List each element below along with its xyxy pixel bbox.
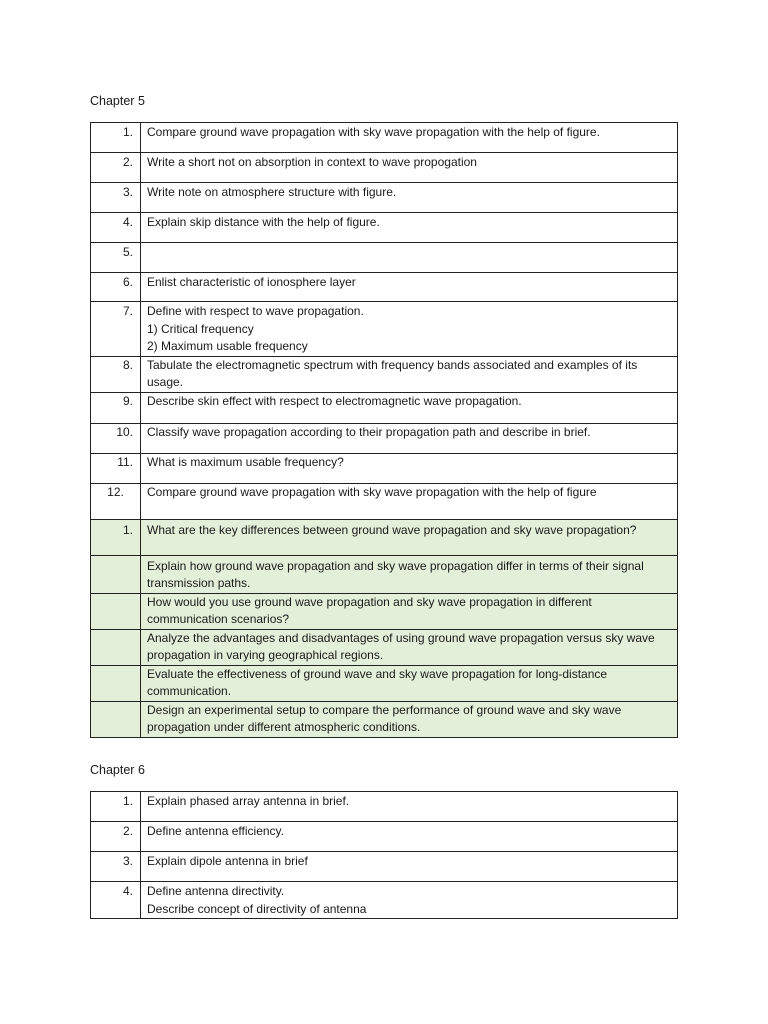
question-text: [141, 302, 678, 357]
table-row: [91, 629, 678, 665]
question-text: Tabulate the electromagnetic spectrum with frequency bands associated and examples of its usage.: [141, 356, 678, 392]
question-line: Define with respect to wave propagation.: [147, 304, 364, 318]
question-number: 3.: [91, 852, 141, 882]
question-number: 8.: [91, 356, 141, 392]
question-number: 3.: [91, 183, 141, 213]
table-row: [91, 701, 678, 737]
question-number: 7.: [91, 302, 141, 357]
question-line: 1) Critical frequency: [147, 321, 254, 336]
question-text: Define antenna efficiency.: [141, 822, 678, 852]
question-text: Compare ground wave propagation with sky wave propagation with the help of figure.: [141, 123, 678, 153]
question-number: 11.: [91, 453, 141, 483]
question-text: Write a short not on absorption in context to wave propogation: [141, 153, 678, 183]
question-number: [91, 665, 141, 701]
question-text: [141, 882, 678, 919]
table-row: [91, 792, 678, 822]
chapter-5-title: Chapter 5: [90, 94, 145, 108]
question-text: Explain how ground wave propagation and sky wave propagation differ in terms of their signal transmission paths.: [141, 555, 678, 593]
question-text: Explain phased array antenna in brief.: [141, 792, 678, 822]
question-text: Explain dipole antenna in brief: [141, 852, 678, 882]
chapter-5-table: [90, 122, 678, 738]
question-number: [91, 701, 141, 737]
table-row: [91, 423, 678, 453]
question-number: 4.: [91, 213, 141, 243]
table-row: [91, 356, 678, 392]
table-row: [91, 243, 678, 273]
table-row: [91, 483, 678, 519]
question-line: Define antenna directivity.: [147, 884, 285, 898]
question-text: [141, 243, 678, 273]
chapter-6-table: [90, 791, 678, 919]
question-number: 1.: [91, 519, 141, 555]
table-row: [91, 665, 678, 701]
question-line: 2) Maximum usable frequency: [147, 339, 308, 353]
question-text: Write note on atmosphere structure with figure.: [141, 183, 678, 213]
question-number: 1.: [91, 792, 141, 822]
question-text: Compare ground wave propagation with sky wave propagation with the help of figure: [141, 483, 678, 519]
table-row: [91, 519, 678, 555]
table-row: [91, 882, 678, 919]
table-row: [91, 273, 678, 302]
question-number: [91, 629, 141, 665]
table-row: [91, 392, 678, 423]
question-text: Explain skip distance with the help of figure.: [141, 213, 678, 243]
question-number: [91, 555, 141, 593]
question-number: 4.: [91, 882, 141, 919]
question-number: 10.: [91, 423, 141, 453]
table-row: [91, 822, 678, 852]
question-text: What is maximum usable frequency?: [141, 453, 678, 483]
question-number: 9.: [91, 392, 141, 423]
table-row: [91, 302, 678, 357]
question-number: 6.: [91, 273, 141, 302]
question-text: What are the key differences between ground wave propagation and sky wave propagation?: [141, 519, 678, 555]
question-text: Evaluate the effectiveness of ground wave and sky wave propagation for long-distance communication.: [141, 665, 678, 701]
question-number: 5.: [91, 243, 141, 273]
question-text: Classify wave propagation according to their propagation path and describe in brief.: [141, 423, 678, 453]
question-text: Describe skin effect with respect to electromagnetic wave propagation.: [141, 392, 678, 423]
table-row: [91, 183, 678, 213]
table-row: [91, 593, 678, 629]
question-number: [91, 593, 141, 629]
question-text: Design an experimental setup to compare the performance of ground wave and sky wave propagation under different atmospheric conditions.: [141, 701, 678, 737]
question-text: How would you use ground wave propagation and sky wave propagation in different communication scenarios?: [141, 593, 678, 629]
question-text: Analyze the advantages and disadvantages of using ground wave propagation versus sky wave propagation in varying geographical regions.: [141, 629, 678, 665]
table-row: [91, 852, 678, 882]
question-number: 12.: [91, 483, 141, 519]
question-number: 2.: [91, 822, 141, 852]
chapter-6-title: Chapter 6: [90, 763, 145, 777]
question-number: 2.: [91, 153, 141, 183]
table-row: [91, 123, 678, 153]
table-row: [91, 453, 678, 483]
table-row: [91, 153, 678, 183]
table-row: [91, 213, 678, 243]
question-text: Enlist characteristic of ionosphere layer: [141, 273, 678, 302]
question-line: Describe concept of directivity of antenna: [147, 901, 367, 916]
table-row: [91, 555, 678, 593]
question-number: 1.: [91, 123, 141, 153]
